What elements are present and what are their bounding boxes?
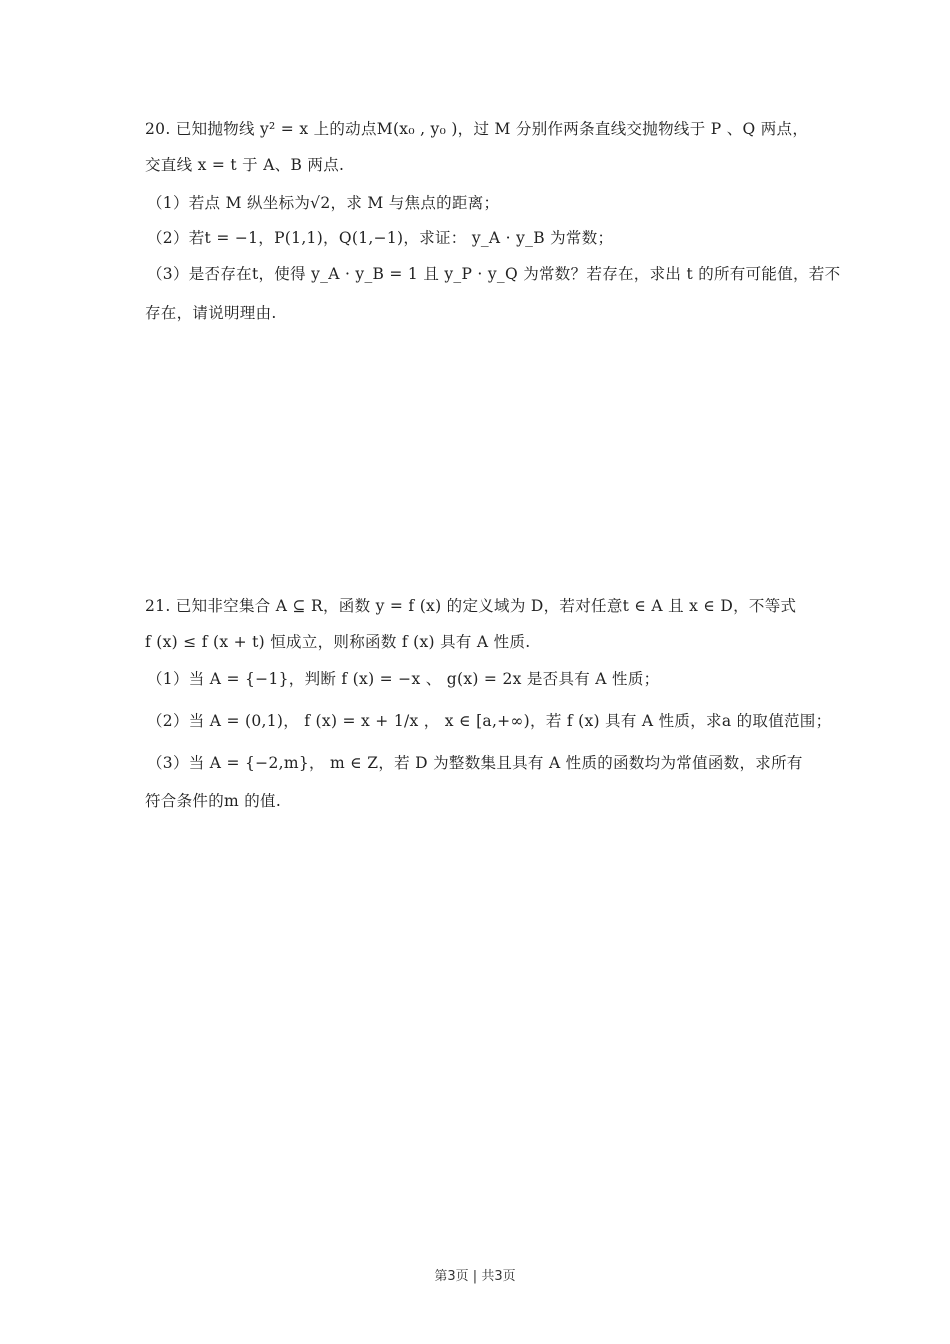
q20-stem-line-2: 交直线 x = t 于 A、B 两点. xyxy=(145,156,345,174)
q21-part-3-line-1: （3）当 A = {−2,m}， m ∈ Z，若 D 为整数集且具有 A 性质的函数均为常值函数，求所有 xyxy=(147,754,803,772)
q20-part-3-line-2: 存在，请说明理由. xyxy=(145,304,277,322)
q20-part-1: （1）若点 M 纵坐标为√2，求 M 与焦点的距离； xyxy=(147,194,500,212)
q21-part-1: （1）当 A = {−1}，判断 f (x) = −x 、 g(x) = 2x 是否具有 A 性质； xyxy=(147,670,660,688)
q20-part-3-line-1: （3）是否存在t，使得 y_A · y_B = 1 且 y_P · y_Q 为常数？若存在，求出 t 的所有可能值，若不 xyxy=(147,265,841,283)
q20-part-2: （2）若t = −1，P(1,1)，Q(1,−1)，求证： y_A · y_B 为常数； xyxy=(147,229,614,247)
page-footer: 第3页 | 共3页 xyxy=(434,1269,516,1284)
q21-stem-line-1: 21. 已知非空集合 A ⊆ R，函数 y = f (x) 的定义域为 D，若对任意t ∈ A 且 x ∈ D，不等式 xyxy=(145,597,797,615)
q21-part-3-line-2: 符合条件的m 的值. xyxy=(145,792,282,810)
q20-stem-line-1: 20. 已知抛物线 y² = x 上的动点M(x₀ , y₀ )，过 M 分别作两条直线交抛物线于 P 、Q 两点， xyxy=(145,120,809,138)
q21-part-2: （2）当 A = (0,1)， f (x) = x + 1/x ， x ∈ [a,+∞)，若 f (x) 具有 A 性质，求a 的取值范围； xyxy=(147,712,832,730)
q21-stem-line-2: f (x) ≤ f (x + t) 恒成立，则称函数 f (x) 具有 A 性质. xyxy=(145,633,531,651)
